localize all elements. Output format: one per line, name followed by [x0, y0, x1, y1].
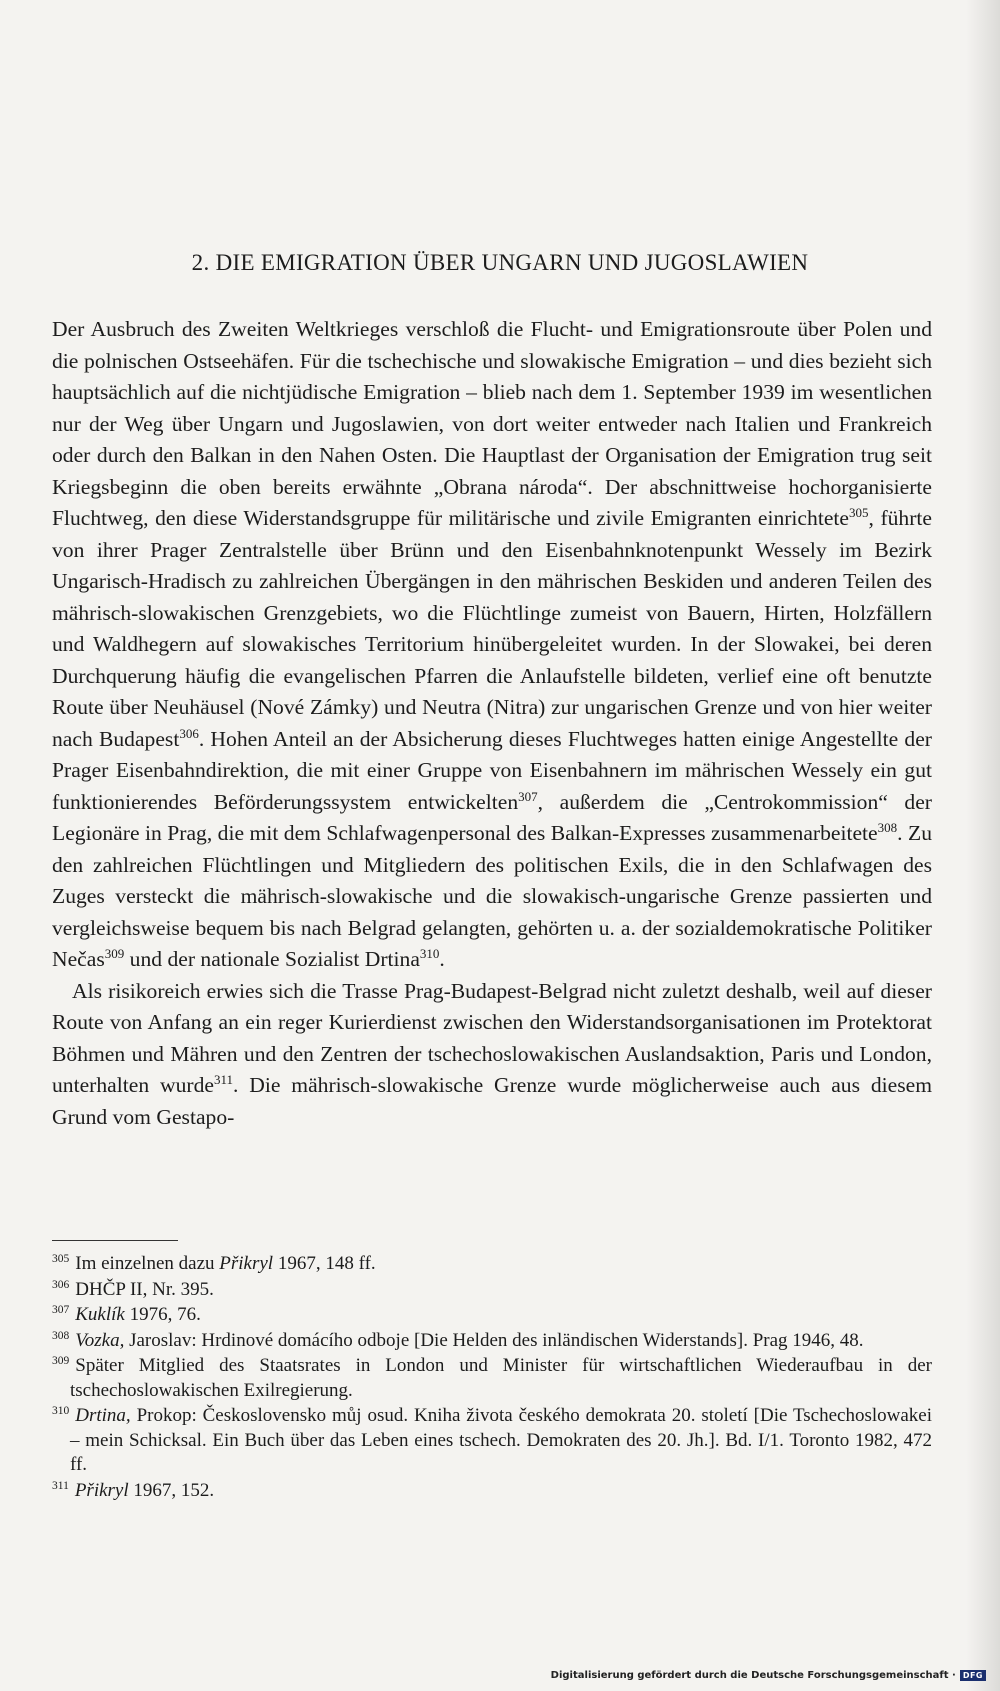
footnote-text: 1967, 152.	[128, 1479, 215, 1501]
text-run: .	[439, 947, 445, 971]
credit-text: Digitalisierung gefördert durch die Deutsche Forschungsgemeinschaft ·	[550, 1670, 956, 1681]
footnote-number: 309	[52, 1355, 70, 1367]
footnote-author: Vozka,	[75, 1329, 125, 1351]
footnote-ref-305[interactable]: 305	[849, 505, 869, 520]
chapter-heading: 2. DIE EMIGRATION ÜBER UNGARN UND JUGOSLAWIEN	[191, 250, 809, 275]
footnote-text: Im einzelnen dazu	[75, 1253, 220, 1274]
footnote-309	[52, 1354, 932, 1403]
footnotes	[52, 1252, 932, 1504]
footnote-text: DHČP II, Nr. 395.	[75, 1278, 214, 1300]
footnote-text: Prokop: Československo můj osud. Kniha života českého demokrata 20. století [Die Tschechoslowakei – mein Schicksal. Ein Buch über das Leben eines tschech. Demokraten des 20. Jh.]. Bd. I/1. Toronto 1982, 472 ff.	[70, 1405, 932, 1475]
body-text	[52, 314, 932, 1133]
text-run: . Die mährisch-slowakische Grenze wurde möglicherweise auch aus diesem Grund vom Gestapo-	[52, 1073, 932, 1129]
footnote-text: Jaroslav: Hrdinové domácího odboje [Die Helden des inländischen Widerstands]. Prag 1946, 48.	[124, 1329, 864, 1351]
footnote-307	[52, 1303, 932, 1328]
paragraph-1	[52, 314, 932, 976]
footnote-text: 1976, 76.	[124, 1304, 201, 1325]
text-run: und der nationale Sozialist Drtina	[124, 947, 420, 971]
footnote-ref-310[interactable]: 310	[419, 946, 440, 961]
footnote-number: 308	[52, 1329, 70, 1342]
footnote-number: 305	[52, 1253, 70, 1265]
footnote-ref-308[interactable]: 308	[877, 820, 898, 835]
paragraph-2	[52, 976, 932, 1134]
text-run: Der Ausbruch des Zweiten Weltkrieges verschloß die Flucht- und Emigrationsroute über Polen und die polnischen Ostseehäfen. Für die tschechische und slowakische Emigration – und dies bezieht sich hauptsächlich auf die nichtjüdische Emigration – blieb nach dem 1. September 1939 im wesentlichen nur der Weg über Ungarn und Jugoslawien, von dort weiter entweder nach Italien und Frankreich oder durch den Balkan in den Nahen Osten. Die Hauptlast der Organisation der Emigration trug seit Kriegsbeginn die oben bereits erwähnte „Obrana národa“. Der abschnittweise hochorganisierte Fluchtweg, den diese Widerstandsgruppe für militärische und zivile Emigranten einrichtete	[52, 317, 932, 530]
dfg-logo-icon: DFG	[960, 1670, 986, 1681]
footnote-ref-311[interactable]: 311	[213, 1072, 233, 1087]
digitization-credit	[551, 1670, 986, 1681]
footnote-author: Kuklík	[75, 1304, 125, 1325]
footnote-author: Drtina,	[75, 1405, 131, 1426]
footnote-author: Přikryl	[74, 1479, 129, 1501]
footnote-ref-309[interactable]: 309	[104, 946, 125, 961]
footnote-number: 307	[52, 1304, 70, 1316]
footnote-number: 310	[52, 1405, 70, 1417]
text-run: , außerdem die „Centrokommission“ der Legionäre in Prag, die mit dem Schlafwagenpersonal des Balkan-Expresses zusammenarbeitete	[52, 789, 933, 845]
footnote-text: Später Mitglied des Staatsrates in London und Minister für wirtschaftlichen Wiederaufbau in der tschechoslowakischen Exilregierung.	[70, 1355, 932, 1401]
footnote-ref-307[interactable]: 307	[518, 788, 538, 804]
footnote-308	[52, 1329, 932, 1354]
text-run: Als risikoreich erwies sich die Trasse Prag-Budapest-Belgrad nicht zuletzt deshalb, weil auf dieser Route von Anfang an ein reger Kurierdienst zwischen den Widerstandsorganisationen im Protektorat Böhmen und Mähren und den Zentren der tschechoslowakischen Auslandsaktion, Paris und London, unterhalten wurde	[52, 978, 932, 1097]
footnote-310	[52, 1404, 932, 1478]
footnote-text: 1967, 148 ff.	[273, 1253, 376, 1274]
text-run: . Hohen Anteil an der Absicherung dieses Fluchtweges hatten einige Angestellte der Prager Eisenbahndirektion, die mit einer Gruppe von Eisenbahnern im mährischen Wessely ein gut funktionierendes Beförderungssystem entwickelten	[52, 726, 932, 814]
text-run: . Zu den zahlreichen Flüchtlingen und Mitgliedern des politischen Exils, die in den Schlafwagen des Zuges versteckt die mährisch-slowakische und die slowakisch-ungarische Grenze passierten und vergleichsweise bequem bis nach Belgrad gelangten, gehörten u. a. der sozialdemokratische Politiker Nečas	[52, 821, 932, 971]
footnote-311	[52, 1479, 932, 1504]
footnote-306	[52, 1278, 932, 1303]
footnote-separator	[52, 1240, 178, 1241]
footnote-author: Přikryl	[219, 1253, 274, 1274]
footnote-number: 306	[52, 1278, 70, 1291]
footnote-305	[52, 1252, 932, 1277]
text-run: , führte von ihrer Prager Zentralstelle über Brünn und den Eisenbahnknotenpunkt Wessely im Bezirk Ungarisch-Hradisch zu zahlreichen Übergängen in den mährischen Beskiden und anderen Teilen des mährisch-slowakischen Grenzgebiets, wo die Flüchtlinge zumeist von Bauern, Hirten, Holzfällern und Waldhegern auf slowakisches Territorium hinübergeleitet wurden. In der Slowakei, bei deren Durchquerung häufig die evangelischen Pfarren die Anlaufstelle bildeten, verlief eine oft benutzte Route über Neuhäusel (Nové Zámky) und Neutra (Nitra) zur ungarischen Grenze und von hier weiter nach Budapest	[52, 506, 933, 751]
footnote-number: 311	[52, 1479, 69, 1492]
footnote-ref-306[interactable]: 306	[179, 725, 199, 741]
